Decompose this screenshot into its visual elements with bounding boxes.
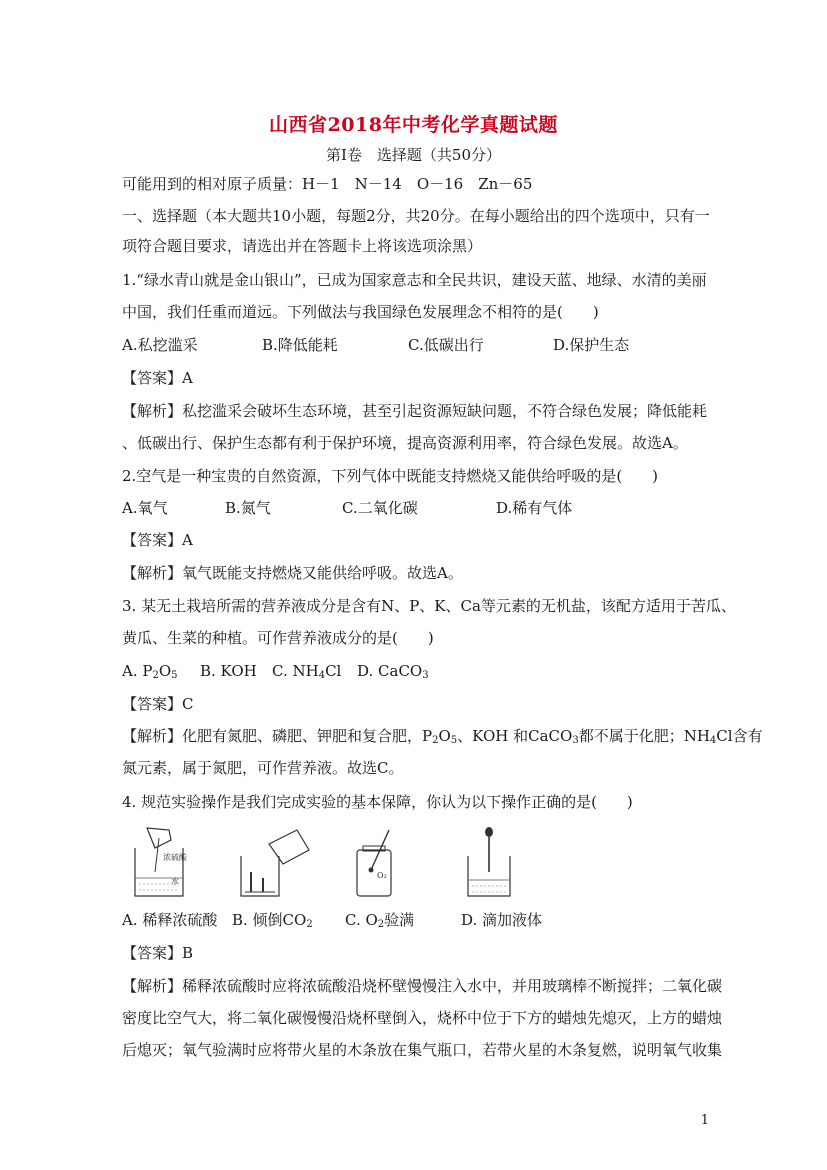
- q4-answer: 【答案】B: [122, 944, 194, 962]
- q4-option-b: B. 倾倒$CO_2$: [232, 911, 313, 930]
- q1-analysis-line1: 【解析】私挖滥采会破坏生态环境，甚至引起资源短缺问题，不符合绿色发展；降低能耗: [122, 402, 708, 420]
- q4-apparatus-figures: [125, 826, 545, 906]
- q3-analysis-line1: 【解析】化肥有氮肥、磷肥、钾肥和复合肥，$P_2O_5$、KOH 和CaCO$_3$都不属于化肥；$NH_4Cl$含有: [122, 727, 763, 746]
- page-number: 1: [700, 1113, 709, 1128]
- q4-analysis-line1: 【解析】稀释浓硫酸时应将浓硫酸沿烧杯壁慢慢注入水中，并用玻璃棒不断搅拌；二氧化碳: [122, 977, 723, 995]
- q3-option-c: C. $NH_4Cl$: [272, 662, 342, 681]
- q4-analysis-line2: 密度比空气大，将二氧化碳慢慢沿烧杯壁倒入，烧杯中位于下方的蜡烛先熄灭，上方的蜡烛: [122, 1009, 723, 1027]
- oxygen-test-figure: [347, 826, 407, 902]
- q1-stem-line2: 中国，我们任重而道远。下列做法与我国绿色发展理念不相符的是( ): [122, 303, 599, 321]
- q4-option-a: A. 稀释浓硫酸: [122, 911, 218, 929]
- q1-option-d: D.保护生态: [553, 336, 630, 354]
- section-instructions-line1: 一、选择题（本大题共10小题，每题2分，共20分。在每小题给出的四个选项中，只有一: [122, 207, 710, 225]
- q2-option-b: B.氮气: [225, 499, 271, 517]
- q2-option-a: A.氧气: [122, 499, 168, 517]
- label-sulfuric-acid: 浓硫酸: [163, 853, 187, 862]
- label-water: 水: [171, 877, 179, 886]
- q3-option-a: A. $P_2O_5$: [122, 662, 178, 681]
- q3-stem-line1: 3. 某无土栽培所需的营养液成分是含有N、P、K、Ca等元素的无机盐，该配方适用于苦瓜、: [122, 597, 736, 615]
- q4-stem-line1: 4. 规范实验操作是我们完成实验的基本保障，你认为以下操作正确的是( ): [122, 793, 633, 811]
- q3-stem-line2: 黄瓜、生菜的种植。可作营养液成分的是( ): [122, 629, 434, 647]
- q3-option-d: D. CaCO$_3$: [357, 662, 429, 681]
- q2-option-d: D.稀有气体: [496, 499, 573, 517]
- section-instructions-line2: 项符合题目要求，请选出并在答题卡上将该选项涂黑）: [122, 237, 483, 255]
- q4-option-d: D. 滴加液体: [461, 911, 543, 929]
- q3-option-b: B. KOH: [200, 662, 257, 680]
- beaker-dilution-figure: [125, 826, 195, 902]
- page-title: 山西省2018年中考化学真题试题: [269, 114, 558, 136]
- section-subtitle: 第Ⅰ卷 选择题（共50分）: [325, 146, 501, 164]
- dropper-figure: [460, 826, 520, 902]
- q2-analysis-line1: 【解析】氧气既能支持燃烧又能供给呼吸。故选A。: [122, 564, 463, 582]
- pour-co2-figure: [235, 826, 315, 902]
- q4-option-c: C. $O_2$验满: [345, 911, 415, 930]
- q1-stem-line1: 1.“绿水青山就是金山银山”，已成为国家意志和全民共识，建设天蓝、地绿、水清的美丽: [122, 271, 707, 289]
- q4-analysis-line3: 后熄灭；氧气验满时应将带火星的木条放在集气瓶口，若带火星的木条复燃，说明氧气收集: [122, 1041, 723, 1059]
- atomic-masses: 可能用到的相对原子质量：H－1 N－14 O－16 Zn－65: [122, 175, 533, 193]
- q2-answer: 【答案】A: [122, 531, 193, 549]
- q2-option-c: C.二氧化碳: [342, 499, 418, 517]
- q1-option-a: A.私挖滥采: [122, 336, 198, 354]
- q3-analysis-line2: 氮元素，属于氮肥，可作营养液。故选C。: [122, 759, 404, 777]
- q1-answer: 【答案】A: [122, 369, 193, 387]
- q3-answer: 【答案】C: [122, 695, 194, 713]
- label-oxygen: O₂: [377, 871, 387, 880]
- q1-option-b: B.降低能耗: [262, 336, 338, 354]
- q1-option-c: C.低碳出行: [408, 336, 484, 354]
- q1-analysis-line2: 、低碳出行、保护生态都有利于保护环境，提高资源利用率，符合绿色发展。故选A。: [122, 434, 688, 452]
- q2-stem-line1: 2.空气是一种宝贵的自然资源，下列气体中既能支持燃烧又能供给呼吸的是( ): [122, 467, 659, 485]
